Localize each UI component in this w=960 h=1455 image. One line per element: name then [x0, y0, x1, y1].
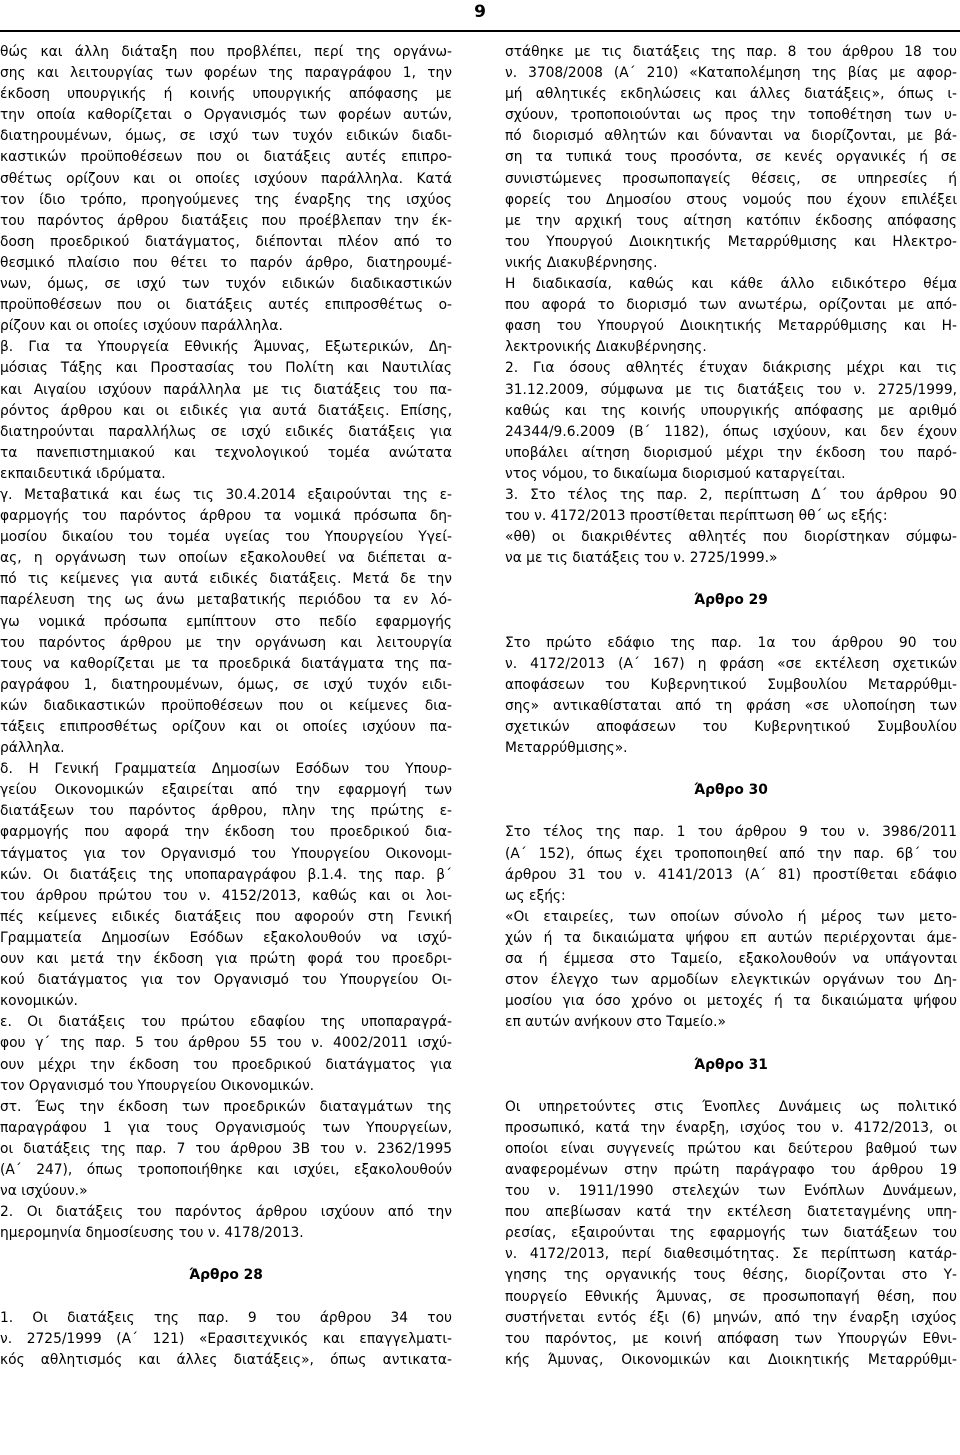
text-line: ρόντος άρθρου και οι ειδικές για αυτά διατάξεις. Επίσης, — [0, 402, 452, 419]
text-line: που απεβίωσαν κατά την εκτέλεση διατεταγμένης υπη- — [505, 1204, 957, 1221]
text-line: κός αθλητισμός και άλλες διατάξεις», όπως αντικατα- — [0, 1351, 452, 1368]
text-line: πό τις κείμενες για αυτά ειδικές διατάξεις. Μετά δε την — [0, 571, 452, 588]
text-line: ουν μέχρι την έκδοση του προεδρικού διατάγματος για — [0, 1056, 452, 1073]
text-line: καστικών προϋποθέσεων που οι διατάξεις αυτές επιπρο- — [0, 149, 452, 166]
text-line: κού διατάγματος για τον Οργανισμό του Υπουργείου Οι- — [0, 972, 452, 989]
text-line: πουργείο Εθνικής Άμυνας, σε προσωποπαγή θέση, που — [505, 1288, 957, 1305]
text-line: σθέτως ορίζουν και οι οποίες ισχύουν παράλληλα. Κατά — [0, 170, 452, 187]
text-line: Μεταρρύθμισης». — [505, 740, 628, 757]
text-line: κών διαδικαστικών προϋποθέσεων που οι κείμενες δια- — [0, 697, 452, 714]
text-line: διατηρούνται παραλλήλως σε ισχύ ειδικές διατάξεις για — [0, 423, 452, 440]
blank-line — [505, 612, 957, 633]
text-line: του παρόντος άρθρου διατάξεις που προέβλεπαν την έκ- — [0, 212, 452, 229]
text-line: συνιστώμενες προσωποπαγείς θέσεις, σε υπηρεσίες ή — [505, 170, 957, 187]
text-line: 2. Για όσους αθλητές έτυχαν διάκρισης μέχρι και τις — [505, 360, 957, 377]
blank-line — [0, 1244, 452, 1265]
text-line: του Υπουργού Διοικητικής Μεταρρύθμισης και Ηλεκτρο- — [505, 233, 957, 250]
text-line: οποίοι είναι συγγενείς πρώτου και δεύτερου βαθμού των — [505, 1140, 957, 1157]
text-line: ε. Οι διατάξεις του πρώτου εδαφίου της υποπαραγρά- — [0, 1014, 452, 1031]
left-column — [0, 42, 452, 1371]
text-line: ν. 3708/2008 (Α΄ 210) «Καταπολέμηση της βίας με αφορ- — [505, 65, 957, 82]
text-line: οι διατάξεις της παρ. 7 του άρθρου 3Β του ν. 2362/1995 — [0, 1140, 452, 1157]
text-line: χών ή τα δικαιώματα ψήφου επ αυτών περιέρχονται άμε- — [505, 929, 957, 946]
text-line: του παρόντος, με κοινή απόφαση των Υπουργών Εθνι- — [505, 1330, 957, 1347]
blank-line — [505, 1076, 957, 1097]
text-line: 1. Οι διατάξεις της παρ. 9 του άρθρου 34 του — [0, 1309, 452, 1326]
text-line: 3. Στο τέλος της παρ. 2, περίπτωση Δ΄ του άρθρου 90 — [505, 486, 957, 503]
text-line: μοσίου δικαίου του τομέα υγείας του Υπουργείου Υγεί- — [0, 529, 452, 546]
text-line: 24344/9.6.2009 (Β΄ 1182), όπως ισχύουν, και δεν έχουν — [505, 423, 957, 440]
text-line: σης» αντικαθίσταται από τη φράση «σε υλοποίηση των — [505, 697, 957, 714]
text-line: Η διαδικασία, καθώς και κάθε άλλο ειδικότερο θέμα — [505, 276, 957, 293]
text-line: 2. Οι διατάξεις του παρόντος άρθρου ισχύουν από την — [0, 1204, 452, 1221]
text-line: «Οι εταιρείες, των οποίων σύνολο ή μέρος των μετο- — [505, 908, 957, 925]
text-line: γησης της οργανικής τους θέσης, διορίζονται στο Υ- — [505, 1267, 957, 1284]
text-line: τάγματος για τον Οργανισμό του Υπουργείου Οικονομι- — [0, 845, 452, 862]
text-line: θεσμικό πλαίσιο που θέτει το παρόν άρθρο, διατηρουμέ- — [0, 254, 452, 271]
text-line: β. Για τα Υπουργεία Εθνικής Άμυνας, Εξωτερικών, Δη- — [0, 339, 452, 356]
text-line: Γραμματεία Δημοσίων Εσόδων εξακολουθούν να ισχύ- — [0, 929, 452, 946]
text-line: 31.12.2009, σύμφωνα με τις διατάξεις του ν. 2725/1999, — [505, 381, 957, 398]
blank-line — [0, 1287, 452, 1308]
text-line: δοση προεδρικού διατάγματος, διέπονται πλέον από το — [0, 233, 452, 250]
text-line: πό διορισμό αθλητών και δύνανται να διορίζονται, με βά- — [505, 128, 957, 145]
text-line: σχύουν, τροποποιούνται ως προς την τοποθέτηση των υ- — [505, 107, 957, 124]
text-line: ας, η οργάνωση των οποίων εξακολουθεί να διέπεται α- — [0, 550, 452, 567]
text-line: κών. Οι διατάξεις της υποπαραγράφου β.1.4. της παρ. β΄ — [0, 866, 452, 883]
text-line: τα πανεπιστημιακού και τεχνολογικού τομέα ανώτατα — [0, 444, 452, 461]
text-line: θώς και άλλη διάταξη που προβλέπει, περί της οργάνω- — [0, 44, 452, 60]
text-line: διατάξεων του παρόντος άρθρου, πλην της πρώτης ε- — [0, 803, 452, 820]
text-line: ουν και μετά την έκδοση για πρώτη φορά του προεδρι- — [0, 951, 452, 968]
text-line: στ. Έως την έκδοση των προεδρικών διαταγμάτων της — [0, 1098, 452, 1115]
text-line: φορείς του Δημοσίου στους νομούς που έχουν επιλέξει — [505, 191, 957, 208]
text-line: επ αυτών ανήκουν στο Ταμείο.» — [505, 1014, 726, 1031]
text-line: ως εξής: — [505, 887, 566, 904]
text-line: ημερομηνία δημοσίευσης του ν. 4178/2013. — [0, 1225, 304, 1242]
text-line: δ. Η Γενική Γραμματεία Δημοσίων Εσόδων του Υπουρ- — [0, 761, 452, 778]
text-line: αποφάσεων του Κυβερνητικού Συμβουλίου Μεταρρύθμι- — [505, 676, 957, 693]
text-line: «θθ) οι διακριθέντες αθλητές που διορίστηκαν σύμφω- — [505, 529, 957, 546]
text-line: στον έλεγχο των αρμοδίων ελεγκτικών οργάνων του Δη- — [505, 972, 957, 989]
text-line: φαρμογής που αφορά την έκδοση του προεδρικού δια- — [0, 824, 452, 841]
text-line: προσωπικό, κατά την έναρξη, ισχύος του ν. 4172/2013, οι — [505, 1119, 957, 1136]
text-line: ρεσίας, εξαιρούνται της εφαρμογής των διατάξεων του — [505, 1225, 957, 1242]
text-line: μή αθλητικές εκδηλώσεις και άλλες διατάξεις», όπως ι- — [505, 86, 957, 103]
text-line: παρέλευση της ως άνω μεταβατικής περιόδου τα εν λό- — [0, 592, 452, 609]
text-line: προϋποθέσεων που οι διατάξεις αυτές επιπροσθέτως ο- — [0, 297, 452, 314]
text-line: την οποία καθορίζεται ο Οργανισμός των φορέων αυτών, — [0, 107, 452, 124]
text-line: ρίζουν και οι οποίες ισχύουν παράλληλα. — [0, 318, 283, 335]
article-heading: Άρθρο 28 — [189, 1267, 263, 1284]
text-line: Στο τέλος της παρ. 1 του άρθρου 9 του ν. 3986/2011 — [505, 824, 957, 841]
text-line: υποβάλει αίτηση διορισμού μέχρι την έκδοση του παρό- — [505, 444, 957, 461]
text-line: τον ίδιο τρόπο, προηγούμενες της έναρξης της ισχύος — [0, 191, 452, 208]
text-line: μοσίου για όσο χρόνο οι μετοχές ή τα δικαιώματα ψήφου — [505, 993, 957, 1010]
text-line: γείου Οικονομικών εξαιρείται από την εφαρμογή των — [0, 782, 452, 799]
text-line: ν. 2725/1999 (Α΄ 121) «Ερασιτεχνικός και επαγγελματι- — [0, 1330, 452, 1347]
blank-line — [505, 801, 957, 822]
text-line: λεκτρονικής Διακυβέρνησης. — [505, 339, 707, 356]
text-line: γ. Μεταβατικά και έως τις 30.4.2014 εξαιρούνται της ε- — [0, 486, 452, 503]
text-line: ράλληλα. — [0, 740, 65, 757]
text-line: καθώς και της κοινής υπουργικής απόφασης με αριθμό — [505, 402, 957, 419]
text-line: φαση του Υπουργού Διοικητικής Μεταρρύθμισης και Η- — [505, 318, 957, 335]
text-line: του ν. 1911/1990 στελεχών των Ενόπλων Δυνάμεων, — [505, 1183, 957, 1200]
text-line: ση τα τυπικά τους προσόντα, σε κενές οργανικές ή σε — [505, 149, 957, 166]
text-line: πές κείμενες ειδικές διατάξεις που αφορούν στη Γενική — [0, 908, 452, 925]
text-line: (Α΄ 247), όπως τροποποιήθηκε και ισχύει, εξακολουθούν — [0, 1161, 452, 1178]
text-line: στάθηκε με τις διατάξεις της παρ. 8 του άρθρου 18 του — [505, 44, 957, 60]
blank-line — [505, 569, 957, 590]
text-line: κής Άμυνας, Οικονομικών και Διοικητικής Μεταρρύθμι- — [505, 1351, 957, 1368]
right-column — [505, 42, 957, 1371]
text-line: τους να καθορίζεται με τα προεδρικά διατάγματα της πα- — [0, 655, 452, 672]
text-line: ν. 4172/2013, περί διαθεσιμότητας. Σε περίπτωση κατάρ- — [505, 1246, 957, 1263]
text-line: νικής Διακυβέρνησης. — [505, 254, 658, 271]
article-heading: Άρθρο 30 — [694, 782, 768, 799]
text-line: τάξεις επιπροσθέτως ορίζουν και οι οποίες ισχύουν πα- — [0, 719, 452, 735]
text-line: διατηρουμένων, όμως, σε ισχύ των τυχόν ειδικών διαδι- — [0, 128, 452, 145]
text-line: του ν. 4172/2013 προστίθεται περίπτωση θθ΄ ως εξής: — [505, 508, 888, 525]
text-line: που αφορά το διορισμό των ανωτέρω, ορίζονται με από- — [505, 297, 957, 314]
text-line: φαρμογής του παρόντος άρθρου τα νομικά πρόσωπα δη- — [0, 508, 452, 525]
text-line: παραγράφου 1 για τους Οργανισμούς των Υπουργείων, — [0, 1119, 452, 1136]
text-line: να με τις διατάξεις του ν. 2725/1999.» — [505, 550, 778, 567]
text-line: γω νομικά πρόσωπα εμπίπτουν στο πεδίο εφαρμογής — [0, 613, 452, 630]
text-line: σα ή έμμεσα στο Ταμείο, εξακολουθούν να υπάγονται — [505, 951, 957, 968]
text-line: συστήνεται εντός έξι (6) μηνών, από την έναρξη ισχύος — [505, 1309, 957, 1326]
text-line: τον Οργανισμό του Υπουργείου Οικονομικών. — [0, 1077, 315, 1094]
text-line: νων, όμως, σε ισχύ των τυχόν ειδικών διαδικαστικών — [0, 276, 452, 293]
header-rule — [0, 30, 960, 32]
text-line: σης και λειτουργίας των φορέων της παραγράφου 1, την — [0, 65, 452, 82]
text-line: ντος νόμου, το δικαίωμα διορισμού καταργείται. — [505, 465, 846, 482]
text-line: φου γ΄ της παρ. 5 του άρθρου 55 του ν. 4002/2011 ισχύ- — [0, 1035, 452, 1052]
text-line: του παρόντος άρθρου με την οργάνωση και λειτουργία — [0, 634, 452, 651]
text-line: να ισχύουν.» — [0, 1183, 88, 1200]
text-line: του άρθρου πρώτου του ν. 4152/2013, καθώς και οι λοι- — [0, 887, 452, 904]
text-line: και Αιγαίου ισχύουν παράλληλα με τις διατάξεις του πα- — [0, 381, 452, 398]
text-line: αναφερομένων στην πρώτη παράγραφο του άρθρου 19 — [505, 1161, 957, 1178]
text-line: Στο πρώτο εδάφιο της παρ. 1α του άρθρου 90 του — [505, 634, 957, 651]
article-heading: Άρθρο 29 — [694, 592, 768, 609]
text-line: (Α΄ 152), όπως έχει τροποποιηθεί από την παρ. 6β΄ του — [505, 845, 957, 862]
blank-line — [505, 759, 957, 780]
text-line: με την αρχική τους αίτηση κατόπιν έκδοσης απόφασης — [505, 212, 957, 229]
text-line: μόσιας Τάξης και Προστασίας του Πολίτη και Ναυτιλίας — [0, 360, 452, 377]
article-heading: Άρθρο 31 — [694, 1056, 768, 1073]
page-number: 9 — [474, 2, 486, 22]
text-line: Οι υπηρετούντες στις Ένοπλες Δυνάμεις ως πολιτικό — [505, 1098, 957, 1115]
text-line: κονομικών. — [0, 993, 78, 1010]
text-line: σχετικών αποφάσεων του Κυβερνητικού Συμβουλίου — [505, 719, 957, 735]
blank-line — [505, 1033, 957, 1054]
text-line: εκπαιδευτικά ιδρύματα. — [0, 465, 166, 482]
text-line: άρθρου 31 του ν. 4141/2013 (Α΄ 81) προστίθεται εδάφιο — [505, 866, 957, 883]
text-line: ραγράφου 1, διατηρουμένων, όμως, σε ισχύ τυχόν ειδι- — [0, 676, 452, 693]
text-line: έκδοση υπουργικής ή κοινής υπουργικής απόφασης με — [0, 86, 452, 103]
text-line: ν. 4172/2013 (Α΄ 167) η φράση «σε εκτέλεση σχετικών — [505, 655, 957, 672]
